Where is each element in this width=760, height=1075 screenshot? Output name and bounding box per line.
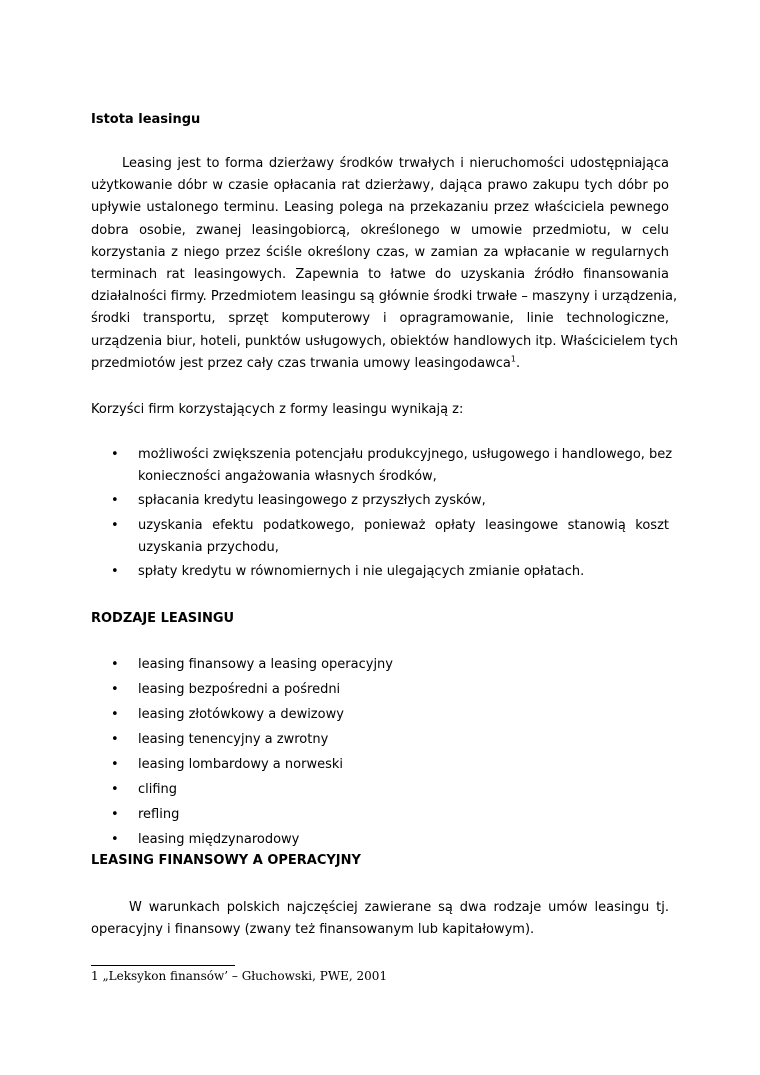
paragraph-line: urządzenia biur, hoteli, punktów usługowych, obiektów handlowych itp. Właścicielem tych xyxy=(91,333,678,349)
paragraph-line: działalności firmy. Przedmiotem leasingu są głównie środki trwałe – maszyny i urządzenia, xyxy=(91,289,678,305)
bullet-icon: • xyxy=(111,447,119,462)
list-item-text: leasing tenencyjny a zwrotny xyxy=(138,732,329,747)
bullet-icon: • xyxy=(111,832,119,847)
list-item-text: leasing finansowy a leasing operacyjny xyxy=(138,657,393,672)
bullet-icon: • xyxy=(111,564,119,580)
leasing-types-list xyxy=(91,652,669,852)
list-item-line: konieczności angażowania własnych środków, xyxy=(138,469,437,485)
list-item-text: leasing złotówkowy a dewizowy xyxy=(138,707,344,722)
list-item xyxy=(91,702,669,727)
list-item xyxy=(91,727,669,752)
paragraph-line-last: przedmiotów jest przez cały czas trwania umowy leasingodawca$^1$. xyxy=(91,354,521,371)
list-item-line: możliwości zwiększenia potencjału produkcyjnego, usługowego i handlowego, bez xyxy=(138,447,673,462)
intro-paragraph xyxy=(91,153,678,375)
list-item-text: leasing międzynarodowy xyxy=(138,832,300,847)
list-item-text: leasing bezpośredni a pośredni xyxy=(138,682,341,697)
list-item-line: spłaty kredytu w równomiernych i nie ulegających zmianie opłatach. xyxy=(138,564,585,580)
list-item xyxy=(91,515,669,559)
bullet-icon: • xyxy=(111,682,119,697)
list-item xyxy=(91,444,673,488)
paragraph-line: dobra osobie, zwanej leasingobiorcą, określonego w umowie przedmiotu, w celu xyxy=(91,222,669,238)
section-title-finansowy: LEASING FINANSOWY A OPERACYJNY xyxy=(91,853,361,868)
benefits-intro: Korzyści firm korzystających z formy leasingu wynikają z: xyxy=(91,402,464,417)
footnote-reference[interactable]: 1 xyxy=(510,354,516,364)
paragraph-line-text: przedmiotów jest przez cały czas trwania umowy leasingodawca xyxy=(91,355,511,371)
bullet-icon: • xyxy=(111,807,119,822)
list-item xyxy=(91,752,669,777)
bullet-icon: • xyxy=(111,657,119,672)
list-item-line: spłacania kredytu leasingowego z przyszłych zysków, xyxy=(138,493,486,509)
closing-paragraph xyxy=(91,897,669,941)
paragraph-line: terminach rat leasingowych. Zapewnia to łatwe do uzyskania źródło finansowania xyxy=(91,267,669,283)
bullet-icon: • xyxy=(111,707,119,722)
benefits-list xyxy=(91,444,673,585)
list-item xyxy=(91,777,669,802)
paragraph-line: Leasing jest to forma dzierżawy środków trwałych i nieruchomości udostępniająca xyxy=(122,156,669,171)
bullet-icon: • xyxy=(111,732,119,747)
list-item xyxy=(91,652,669,677)
footnote-divider xyxy=(91,965,235,966)
paragraph-line: operacyjny i finansowy (zwany też finansowanym lub kapitałowym). xyxy=(91,922,535,938)
list-item xyxy=(91,677,669,702)
list-item-line: uzyskania przychodu, xyxy=(138,539,279,555)
paragraph-line: korzystania z niego przez ściśle określony czas, w zamian za wpłacanie w regularnych xyxy=(91,244,669,260)
section-title-istota: Istota leasingu xyxy=(91,112,201,127)
paragraph-line: W warunkach polskich najczęściej zawierane są dwa rodzaje umów leasingu tj. xyxy=(129,900,669,915)
list-item xyxy=(91,561,669,583)
list-item-line: uzyskania efektu podatkowego, ponieważ opłaty leasingowe stanowią koszt xyxy=(138,517,669,533)
paragraph-line: środki transportu, sprzęt komputerowy i opragramowanie, linie technologiczne, xyxy=(91,311,669,327)
bullet-icon: • xyxy=(111,757,119,772)
bullet-icon: • xyxy=(111,493,119,509)
bullet-icon: • xyxy=(111,517,119,533)
footnote: 1 „Leksykon finansów’ – Głuchowski, PWE, 2001 xyxy=(91,969,388,983)
list-item xyxy=(91,802,669,827)
list-item xyxy=(91,827,669,852)
paragraph-line: użytkowanie dóbr w czasie opłacania rat dzierżawy, dająca prawo zakupu tych dóbr po xyxy=(91,178,669,194)
list-item xyxy=(91,490,669,512)
list-item-text: clifing xyxy=(138,782,178,797)
section-title-rodzaje: RODZAJE LEASINGU xyxy=(91,611,235,626)
list-item-text: leasing lombardowy a norweski xyxy=(138,757,343,772)
paragraph-line: upływie ustalonego terminu. Leasing polega na przekazaniu przez właściciela pewnego xyxy=(91,200,669,216)
list-item-text: refling xyxy=(138,807,180,822)
bullet-icon: • xyxy=(111,782,119,797)
